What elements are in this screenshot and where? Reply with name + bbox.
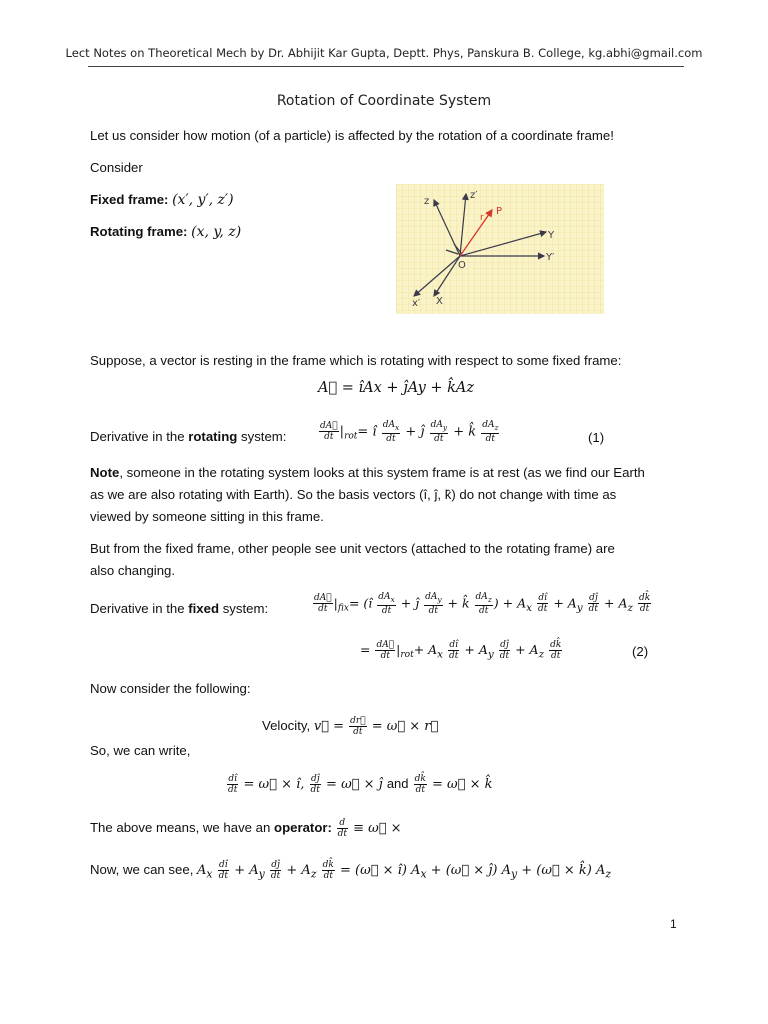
- but-line-2: also changing.: [90, 563, 176, 578]
- equation-2-line-1: $\frac{dA⃗}{dt}$ $|_{fix}=$ (î $\frac{dA_x}{dt}$ + ĵ $\frac{dA_y}{dt}$ + k̂ $\frac{dA_z}{dt}$ ) + $A_x$ $\frac{dî}{dt}$ + $A_y$ $\frac{dĵ}{dt}$ + $A_z$ $\frac{dk̂}{dt}$: [314, 592, 651, 616]
- rotating-frame-label: Rotating frame:: [90, 224, 188, 239]
- derivative-rotating-line: [90, 428, 286, 446]
- equation-1: $\frac{dA⃗}{dt}$ $|_{rot}=$ î $\frac{dA_x}{dt}$ + ĵ $\frac{dA_y}{dt}$ + k̂ $\frac{dA_z}{dt}$: [320, 420, 499, 444]
- fixed-frame-line: [90, 191, 234, 209]
- so-we-can-write-text: So, we can write,: [90, 743, 191, 758]
- equation-1-number: (1): [588, 430, 605, 445]
- now-consider-text: Now consider the following:: [90, 681, 251, 696]
- page-header: Lect Notes on Theoretical Mech by Dr. Abhijit Kar Gupta, Deptt. Phys, Panskura B. College, kg.abhi@gmail.com: [65, 46, 703, 60]
- figure-label-y-prime: Y′: [546, 252, 555, 263]
- but-line-1: But from the fixed frame, other people see unit vectors (attached to the rotating frame) are: [90, 541, 615, 556]
- equation-2-line-2: = $\frac{dA⃗}{dt}$ $|_{rot}+ A_x$ $\frac{dî}{dt}$ + $A_y$ $\frac{dĵ}{dt}$ + $A_z$ $\frac{dk̂}{dt}$: [360, 640, 562, 661]
- equation-2-number: (2): [632, 644, 649, 659]
- figure-label-p: P: [496, 206, 503, 217]
- deriv-rot-prefix: Derivative in the: [90, 429, 185, 444]
- figure-label-o: O: [458, 260, 466, 271]
- note-line-1: , someone in the rotating system looks at this system frame is at rest (as we find our Earth: [119, 465, 645, 480]
- deriv-fix-prefix: Derivative in the: [90, 601, 185, 616]
- now-we-see-text: Now, we can see,: [90, 862, 194, 877]
- but-paragraph: [90, 540, 615, 580]
- velocity-line: Velocity, v⃗ = $\frac{dr⃗}{dt}$ = ω⃗ × r⃗: [262, 716, 439, 737]
- fixed-frame-label: Fixed frame:: [90, 192, 169, 207]
- figure-label-z-prime: z′: [470, 190, 478, 201]
- fixed-frame-coords: (x′, y′, z′): [172, 192, 234, 208]
- note-line-3: viewed by someone sitting in this frame.: [90, 509, 324, 524]
- vector-equation: [318, 380, 474, 396]
- velocity-label: Velocity,: [262, 718, 311, 733]
- deriv-rot-bold: rotating: [188, 429, 238, 444]
- vector-equation-text: A⃗ = îAx + ĵAy + k̂Az: [318, 380, 475, 396]
- figure-label-r: r: [480, 213, 484, 223]
- and-word: and: [386, 776, 409, 791]
- figure-label-x: X: [436, 296, 443, 307]
- note-line-2: as we are also rotating with Earth). So the basis vectors (î, ĵ, k̂) do not change with time as: [90, 487, 617, 502]
- deriv-fix-suffix: system:: [222, 601, 269, 616]
- page-number: 1: [670, 917, 677, 931]
- unit-vector-derivatives: $\frac{dî}{dt}$ = ω⃗ × î, $\frac{dĵ}{dt}$ = ω⃗ × ĵ and $\frac{dk̂}{dt}$ = ω⃗ × k̂: [228, 774, 493, 795]
- rotating-frame-coords: (x, y, z): [191, 224, 242, 240]
- operator-bold: operator:: [274, 820, 332, 835]
- rotating-frame-line: [90, 223, 241, 241]
- rotating-frame-figure: [396, 184, 604, 314]
- figure-label-z: z: [424, 196, 430, 207]
- note-paragraph: [90, 464, 645, 526]
- operator-line: The above means, we have an operator: $\frac{d}{dt}$ ≡ ω⃗ ×: [90, 818, 402, 839]
- figure-label-x-prime: x′: [412, 298, 421, 309]
- page-title: Rotation of Coordinate System: [276, 93, 492, 109]
- header-rule: [88, 66, 684, 67]
- figure-label-y: Y: [548, 230, 555, 241]
- now-we-see-line: Now, we can see, $A_x$ $\frac{dî}{dt}$ + $A_y$ $\frac{dĵ}{dt}$ + $A_z$ $\frac{dk̂}{dt}$ = (ω⃗ × î) $A_x$ + (ω⃗ × ĵ) $A_y$ + (ω⃗ × k̂) $A_z$: [90, 860, 612, 881]
- derivative-fixed-line: [90, 600, 268, 618]
- suppose-text: Suppose, a vector is resting in the frame which is rotating with respect to some fixed frame:: [90, 353, 622, 368]
- consider-text: Consider: [90, 160, 143, 175]
- operator-prefix: The above means, we have an: [90, 820, 271, 835]
- intro-text: Let us consider how motion (of a particle) is affected by the rotation of a coordinate frame!: [90, 128, 614, 143]
- deriv-fix-bold: fixed: [188, 601, 220, 616]
- note-bold: Note: [90, 465, 120, 480]
- deriv-rot-suffix: system:: [241, 429, 287, 444]
